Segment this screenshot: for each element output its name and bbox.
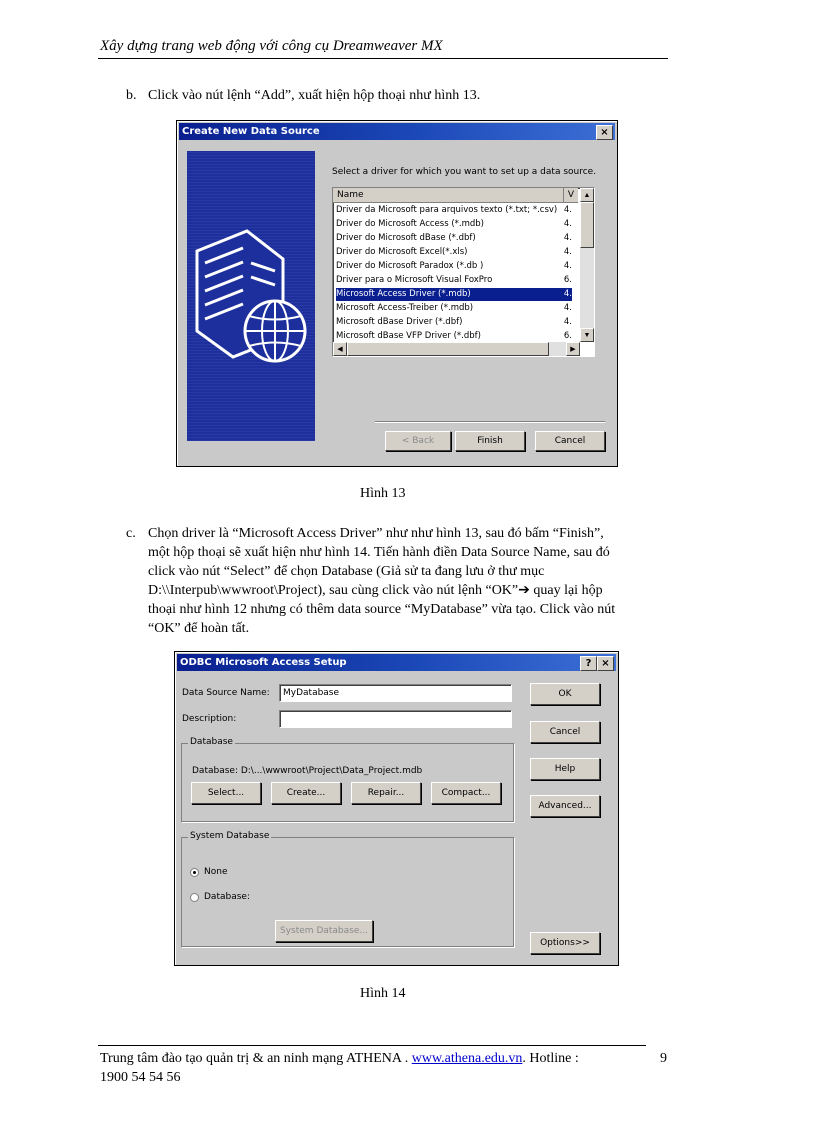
footer-website-link[interactable]: www.athena.edu.vn: [411, 1051, 523, 1066]
dialog-title: ODBC Microsoft Access Setup: [180, 657, 347, 668]
header-rule: [98, 58, 668, 59]
driver-version: 4.: [563, 233, 572, 243]
driver-list-item[interactable]: [336, 260, 572, 273]
driver-name: Driver do Microsoft dBase (*.dbf): [336, 233, 476, 243]
finish-button[interactable]: Finish: [455, 431, 525, 451]
scroll-down-icon[interactable]: ▼: [580, 328, 594, 342]
driver-name: Driver para o Microsoft Visual FoxPro: [336, 275, 493, 285]
help-icon[interactable]: ?: [580, 656, 597, 671]
step-b-marker: b.: [126, 88, 137, 103]
driver-prompt: Select a driver for which you want to set up a data source.: [332, 167, 597, 177]
close-icon[interactable]: ×: [596, 125, 613, 140]
close-icon[interactable]: ×: [597, 656, 614, 671]
database-radio[interactable]: [190, 893, 199, 902]
page-number: 9: [660, 1051, 667, 1066]
cancel-button[interactable]: Cancel: [530, 721, 600, 743]
ok-button[interactable]: OK: [530, 683, 600, 705]
database-path: Database: D:\...\wwwroot\Project\Data_Project.mdb: [192, 766, 423, 776]
step-c-line-5: thoại như hình 12 nhưng có thêm data source “MyDatabase” vừa tạo. Click vào nút: [148, 602, 616, 617]
step-c-line-2: một hộp thoại sẽ xuất hiện như hình 14. Tiến hành điền Data Source Name, sau đó: [148, 545, 610, 560]
column-version-header[interactable]: V: [567, 190, 574, 200]
driver-list-item[interactable]: [336, 302, 572, 315]
dialog-title: Create New Data Source: [182, 126, 320, 137]
horizontal-scrollbar[interactable]: [333, 342, 580, 356]
database-group: [181, 737, 514, 822]
driver-name: Driver do Microsoft Excel(*.xls): [336, 247, 468, 257]
system-database-button[interactable]: System Database...: [275, 920, 373, 942]
driver-version: 4.: [563, 317, 572, 327]
driver-version: 4.: [563, 261, 572, 271]
system-database-group-label: System Database: [190, 831, 270, 841]
driver-list-item[interactable]: [336, 316, 572, 329]
advanced-button[interactable]: Advanced...: [530, 795, 600, 817]
driver-name: Microsoft Access Driver (*.mdb): [336, 289, 471, 299]
step-c-body: [148, 524, 678, 638]
driver-version: 4.: [563, 303, 572, 313]
arrow-icon: ➔: [518, 582, 530, 598]
driver-list-item[interactable]: [336, 232, 572, 245]
step-c-line-1: Chọn driver là “Microsoft Access Driver” như như hình 13, sau đó bấm “Finish”,: [148, 526, 604, 541]
dsn-label: Data Source Name:: [182, 688, 270, 698]
driver-list[interactable]: [332, 187, 595, 357]
driver-list-item[interactable]: [336, 204, 572, 217]
hscroll-thumb[interactable]: [347, 342, 549, 356]
vertical-scrollbar[interactable]: [580, 188, 594, 342]
system-database-group: [181, 831, 514, 947]
step-b-text: Click vào nút lệnh “Add”, xuất hiện hộp thoại như hình 13.: [148, 88, 481, 103]
description-label: Description:: [182, 714, 237, 724]
footer-phone: 1900 54 54 56: [100, 1070, 181, 1085]
scroll-left-icon[interactable]: ◀: [333, 342, 347, 356]
scroll-up-icon[interactable]: ▲: [580, 188, 594, 202]
footer-rule: [98, 1045, 646, 1046]
compact-button[interactable]: Compact...: [431, 782, 501, 804]
dialog-titlebar: [177, 654, 616, 671]
step-c-line-3: click vào nút “Select” để chọn Database (Giả sử ta đang lưu ở thư mục: [148, 564, 545, 579]
driver-list-item[interactable]: [336, 274, 572, 287]
figure-13-caption: Hình 13: [360, 486, 406, 501]
dialog-titlebar: [179, 123, 615, 140]
driver-list-item[interactable]: [336, 288, 572, 301]
driver-version: 4.: [563, 289, 572, 299]
cancel-button[interactable]: Cancel: [535, 431, 605, 451]
database-group-label: Database: [190, 737, 233, 747]
step-c-marker: c.: [126, 526, 136, 541]
none-label: None: [204, 867, 228, 877]
driver-list-item[interactable]: [336, 218, 572, 231]
create-button[interactable]: Create...: [271, 782, 341, 804]
description-input[interactable]: [279, 710, 512, 728]
driver-name: Microsoft dBase VFP Driver (*.dbf): [336, 331, 481, 341]
database-radio-label: Database:: [204, 892, 250, 902]
none-radio[interactable]: [190, 868, 199, 877]
options-button[interactable]: Options>>: [530, 932, 600, 954]
driver-list-item[interactable]: [336, 246, 572, 259]
odbc-access-setup-dialog: [174, 651, 619, 966]
running-header: Xây dựng trang web động với công cụ Dreamweaver MX: [100, 38, 443, 54]
figure-14-caption: Hình 14: [360, 986, 406, 1001]
help-button[interactable]: Help: [530, 758, 600, 780]
select-button[interactable]: Select...: [191, 782, 261, 804]
driver-version: 4.: [563, 247, 572, 257]
driver-version: 4.: [563, 205, 572, 215]
driver-name: Microsoft Access-Treiber (*.mdb): [336, 303, 474, 313]
driver-name: Microsoft dBase Driver (*.dbf): [336, 317, 463, 327]
driver-name: Driver do Microsoft Paradox (*.db ): [336, 261, 484, 271]
create-data-source-dialog: [176, 120, 618, 467]
column-name-header[interactable]: Name: [337, 190, 364, 200]
data-source-icon: [187, 151, 315, 441]
scroll-right-icon[interactable]: ▶: [566, 342, 580, 356]
wizard-illustration: [187, 151, 315, 441]
repair-button[interactable]: Repair...: [351, 782, 421, 804]
back-button[interactable]: < Back: [385, 431, 451, 451]
driver-version: 4.: [563, 219, 572, 229]
driver-name: Driver da Microsoft para arquivos texto (*.txt; *.csv): [336, 205, 558, 215]
scroll-thumb[interactable]: [580, 202, 594, 248]
driver-version: 6.: [563, 331, 572, 341]
footer-text: Trung tâm đào tạo quản trị & an ninh mạng ATHENA . www.athena.edu.vn. Hotline :: [100, 1051, 579, 1066]
driver-version: 6.: [563, 275, 572, 285]
list-header: [333, 188, 578, 203]
driver-name: Driver do Microsoft Access (*.mdb): [336, 219, 484, 229]
step-c-line-6: “OK” để hoàn tất.: [148, 621, 250, 636]
step-c-line-4: D:\\Interpub\wwwroot\Project), sau cùng click vào nút lệnh “OK”➔ quay lại hộp: [148, 582, 603, 598]
dsn-input[interactable]: MyDatabase: [279, 684, 512, 702]
